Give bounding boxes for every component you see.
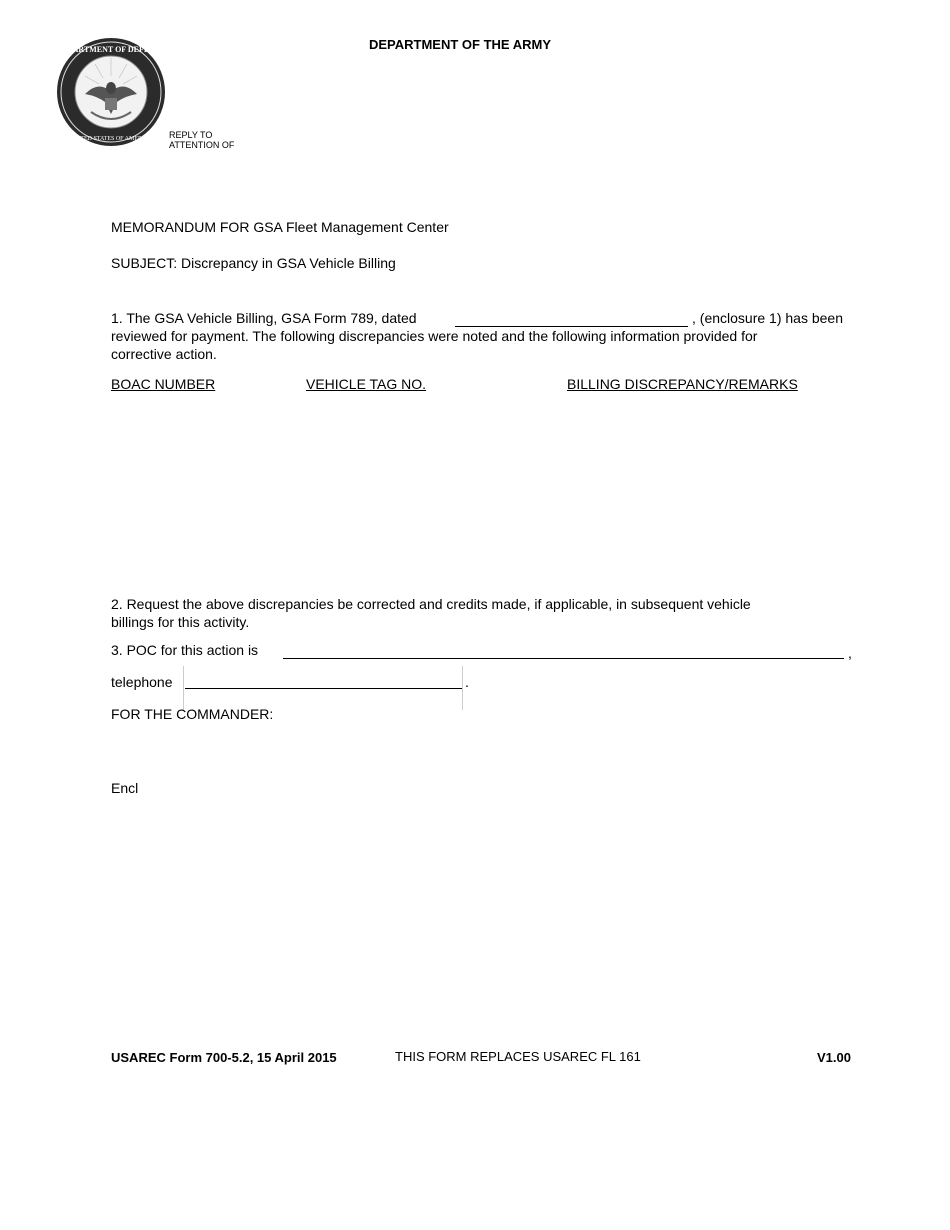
- reply-to-line1: REPLY TO: [169, 130, 213, 140]
- reply-to-line2: ATTENTION OF: [169, 140, 235, 150]
- telephone-label: telephone: [111, 674, 173, 690]
- for-the-commander: FOR THE COMMANDER:: [111, 706, 274, 722]
- footer-version: V1.00: [817, 1050, 851, 1065]
- dod-seal: [55, 36, 167, 148]
- poc-comma: ,: [848, 645, 852, 661]
- header-vehicle-tag: VEHICLE TAG NO.: [306, 376, 427, 392]
- svg-text:DEPARTMENT OF DEFENSE: DEPARTMENT OF DEFENSE: [57, 45, 165, 54]
- header-boac-number: BOAC NUMBER: [111, 376, 216, 392]
- discrepancy-entries-area[interactable]: [110, 398, 859, 592]
- para1-line3: corrective action.: [111, 346, 217, 362]
- billing-date-field[interactable]: [457, 308, 690, 328]
- header-billing-discrepancy: BILLING DISCREPANCY/REMARKS: [567, 376, 798, 392]
- svg-text:UNITED STATES OF AMERICA: UNITED STATES OF AMERICA: [69, 136, 153, 142]
- footer-form-id: USAREC Form 700-5.2, 15 April 2015: [111, 1050, 337, 1065]
- enclosure-label: Encl: [111, 780, 139, 796]
- para2-line1: 2. Request the above discrepancies be corrected and credits made, if applicable, in subsequent vehicle: [111, 596, 751, 612]
- para2-line2: billings for this activity.: [111, 614, 250, 630]
- para1-line2: reviewed for payment. The following discrepancies were noted and the following information provided for: [111, 328, 758, 344]
- reply-to-label: [169, 130, 234, 150]
- telephone-period: .: [465, 674, 469, 690]
- telephone-field-left-edge: [183, 666, 184, 710]
- subject-line: SUBJECT: Discrepancy in GSA Vehicle Billing: [111, 255, 396, 271]
- telephone-field[interactable]: [187, 670, 464, 690]
- memorandum-for: MEMORANDUM FOR GSA Fleet Management Center: [111, 219, 449, 235]
- footer-replaces: THIS FORM REPLACES USAREC FL 161: [395, 1049, 641, 1064]
- para1-lead: 1. The GSA Vehicle Billing, GSA Form 789, dated: [111, 310, 417, 326]
- poc-field[interactable]: [285, 640, 846, 660]
- para3-lead: 3. POC for this action is: [111, 642, 259, 658]
- department-title: DEPARTMENT OF THE ARMY: [369, 37, 551, 52]
- para1-tail: , (enclosure 1) has been: [692, 310, 843, 326]
